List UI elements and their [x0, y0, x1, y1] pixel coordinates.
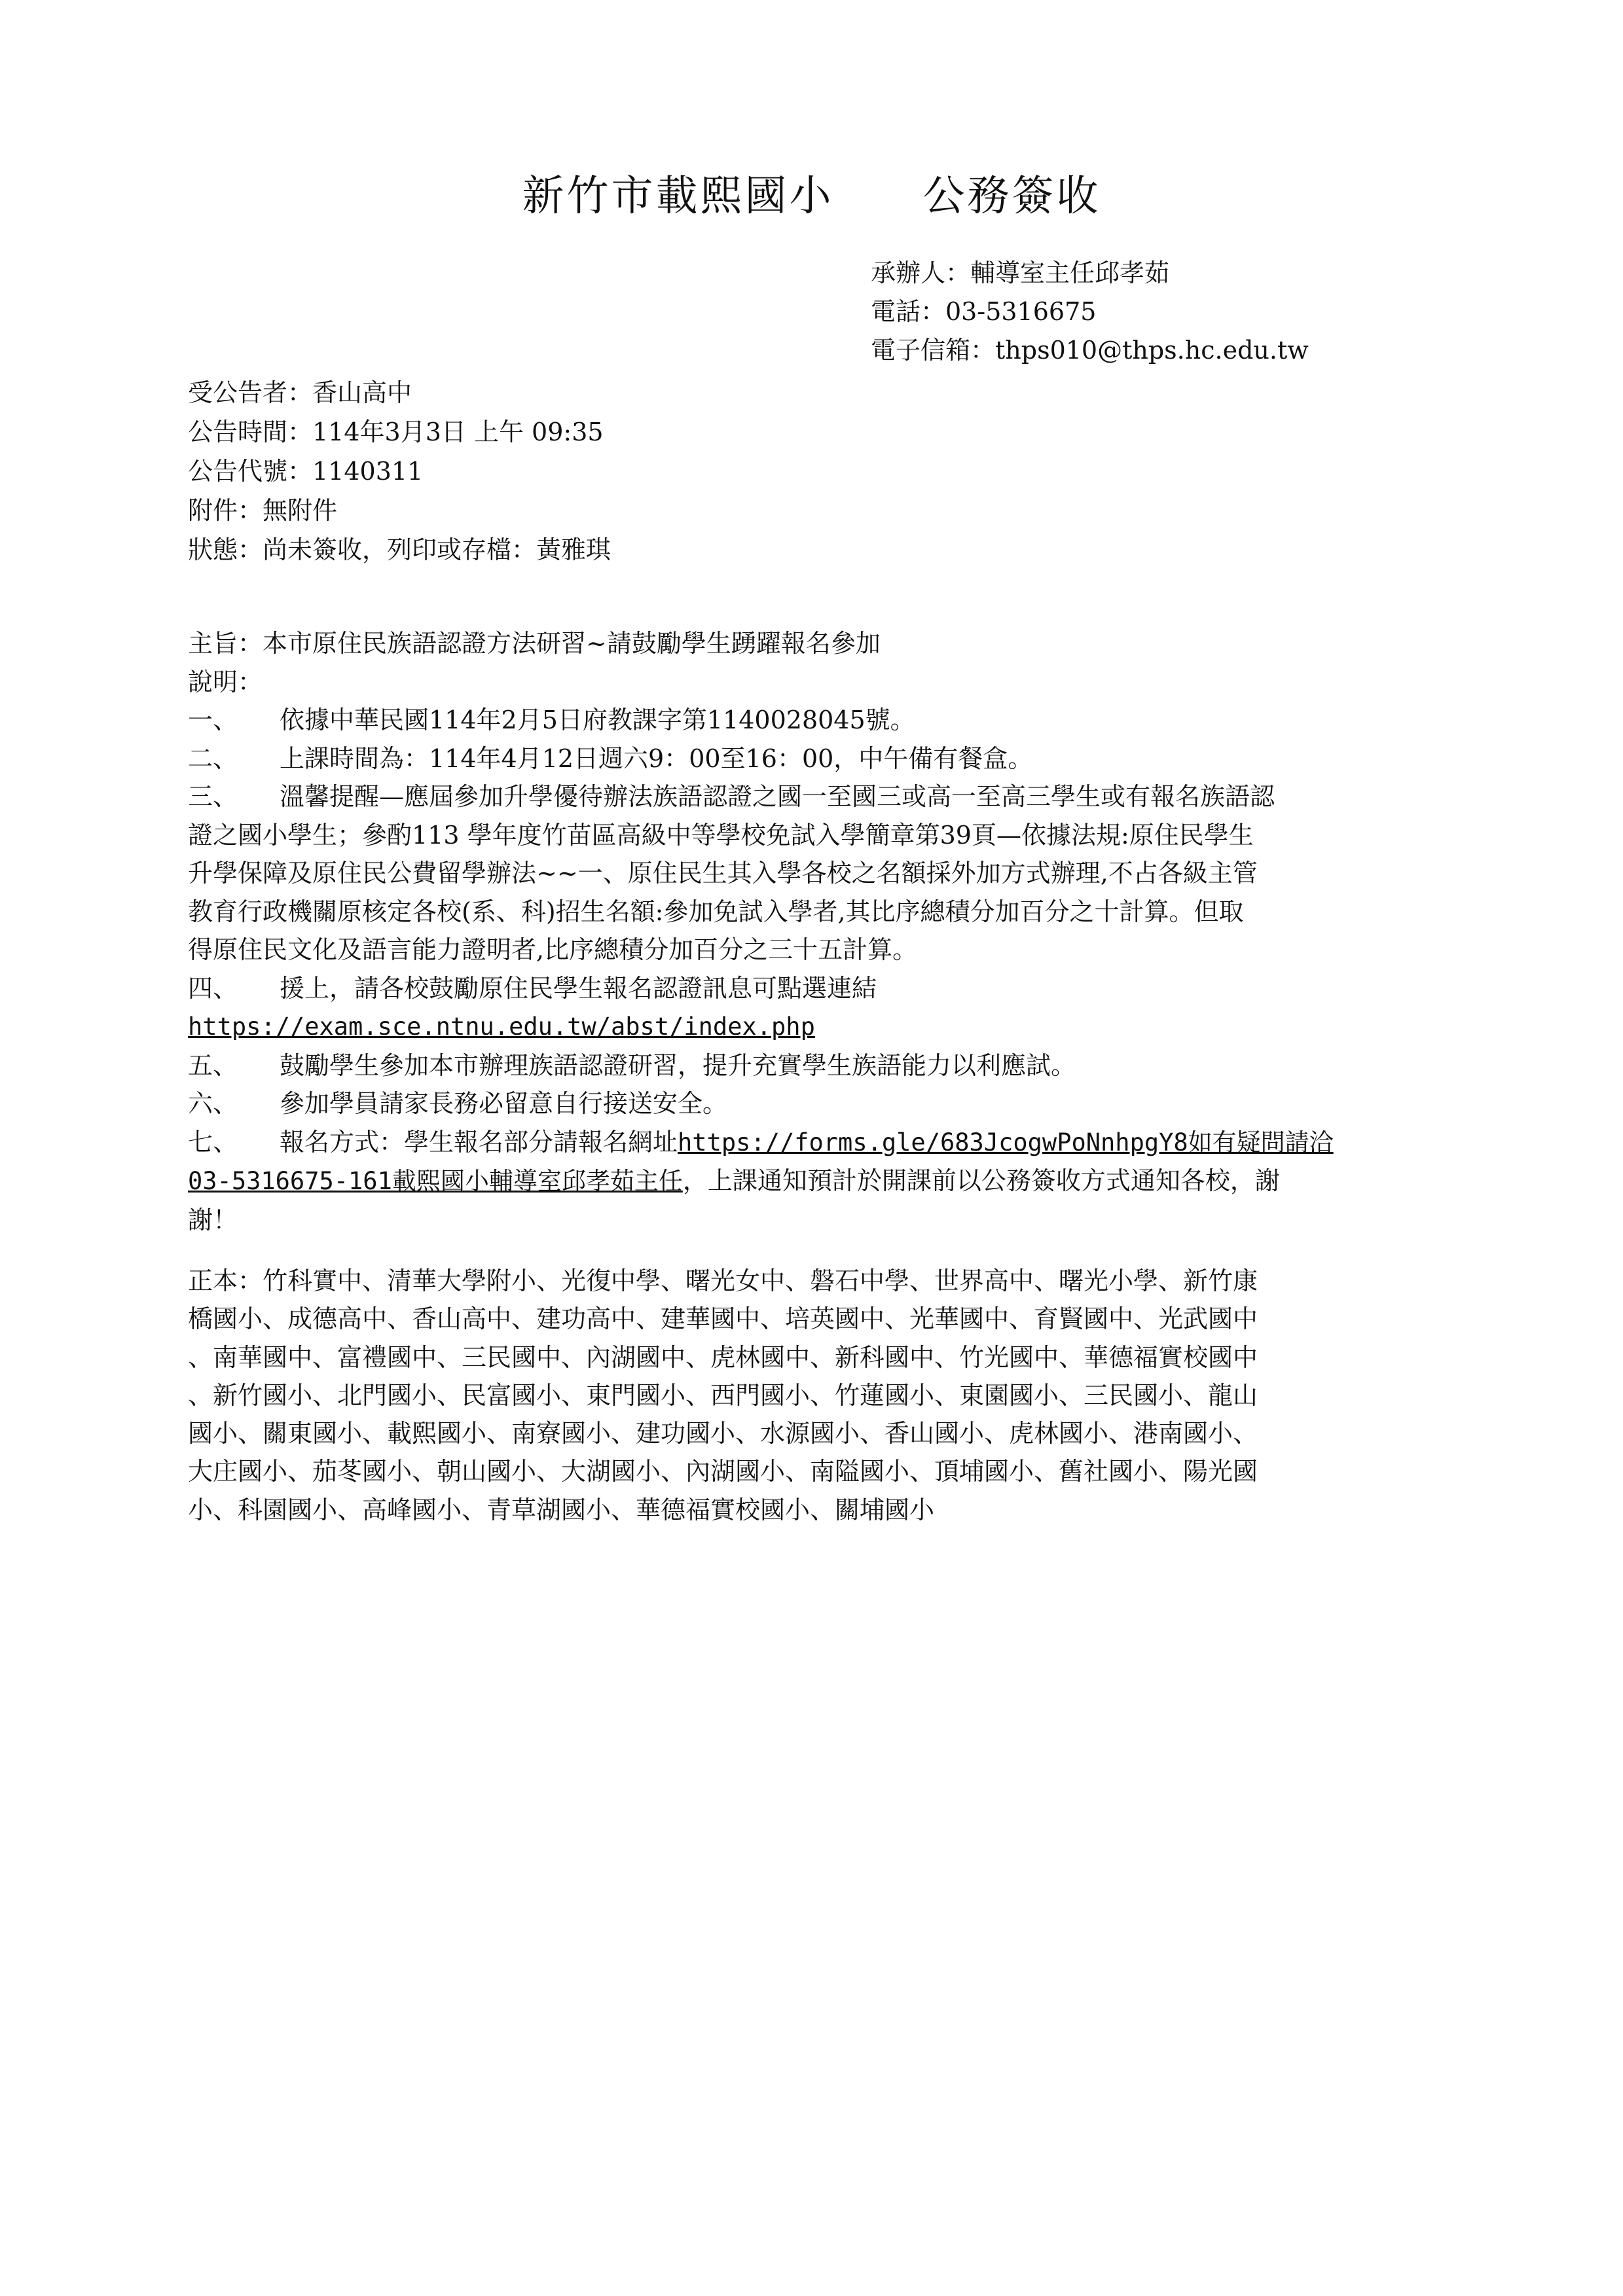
recipients-line: 國小、關東國小、載熙國小、南寮國小、建功國小、水源國小、香山國小、虎林國小、港南國小、 [188, 1419, 1258, 1448]
item-text: ，上課通知預計於開課前以公務簽收方式通知各校，謝 [682, 1166, 1280, 1195]
list-item [188, 778, 1537, 969]
list-item [188, 1085, 1537, 1123]
attachment-line: 附件：無附件 [188, 496, 338, 525]
item-text: 報名方式：學生報名部分請報名網址 [280, 1127, 678, 1157]
recipient-line: 受公告者：香山高中 [188, 378, 412, 407]
contact-phone-link[interactable]: 03-5316675-161載熙國小輔導室邱孝茹主任 [188, 1167, 683, 1195]
explanation-label: 說明： [188, 667, 263, 696]
recipients-line: 、南華國中、富禮國中、三民國中、內湖國中、虎林國中、新科國中、竹光國中、華德福實校國中 [188, 1342, 1258, 1372]
recipients-line: 、新竹國小、北門國小、民富國小、東門國小、西門國小、竹蓮國小、東園國小、三民國小、龍山 [188, 1380, 1258, 1410]
contact-block [871, 254, 1309, 370]
registration-form-link[interactable]: https://forms.gle/683JcogwPoNnhpgY8如有疑問請洽 [678, 1128, 1334, 1157]
item-text: 依據中華民國114年2月5日府教課字第1140028045號。 [280, 706, 915, 734]
list-item [188, 1123, 1537, 1240]
notice-body [188, 624, 1537, 1239]
recipients-line: 橋國小、成德高中、香山高中、建功高中、建華國中、培英國中、光華國中、育賢國中、光武國中 [188, 1304, 1258, 1334]
list-item [188, 701, 1537, 740]
recipients-line: 大庄國小、茄苳國小、朝山國小、大湖國小、內湖國小、南隘國小、頂埔國小、舊社國小、陽光國 [188, 1457, 1258, 1486]
recipients-line: 小、科園國小、高峰國小、青草湖國小、華德福實校國小、關埔國小 [188, 1495, 935, 1524]
item-text: 教育行政機關原核定各校(系、科)招生名額:參加免試入學者,其比序總積分加百分之十計算。但取 [188, 897, 1244, 926]
item-number: 五、 [188, 1050, 238, 1080]
notice-meta [188, 373, 611, 569]
item-number: 一、 [188, 706, 238, 734]
notice-time-line: 公告時間：114年3月3日 上午 09:35 [188, 418, 604, 446]
item-text: 參加學員請家長務必留意自行接送安全。 [280, 1089, 728, 1118]
item-text: 升學保障及原住民公費留學辦法~~一、原住民生其入學各校之名額採外加方式辦理,不占各級主管 [188, 859, 1258, 888]
item-text: 溫馨提醒—應屆參加升學優待辦法族語認證之國一至國三或高一至高三學生或有報名族語認 [280, 782, 1275, 811]
item-number: 四、 [188, 973, 238, 1003]
list-item [188, 740, 1537, 778]
list-item [188, 1047, 1537, 1085]
handler-line: 承辦人：輔導室主任邱孝茹 [871, 259, 1170, 287]
document-title: 新竹市載熙國小 公務簽收 [522, 172, 1101, 221]
item-text: 鼓勵學生參加本市辦理族語認證研習，提升充實學生族語能力以利應試。 [280, 1050, 1076, 1080]
recipients-block [188, 1262, 1537, 1529]
item-text: 得原住民文化及語言能力證明者,比序總積分加百分之三十五計算。 [188, 935, 918, 964]
list-item [188, 969, 1537, 1047]
subject-line: 主旨：本市原住民族語認證方法研習~請鼓勵學生踴躍報名參加 [188, 629, 881, 658]
email-line: 電子信箱：thps010@thps.hc.edu.tw [871, 336, 1309, 365]
notice-code-line: 公告代號：1140311 [188, 457, 424, 486]
item-number: 三、 [188, 782, 238, 811]
phone-line: 電話：03-5316675 [871, 297, 1097, 326]
exam-link[interactable]: https://exam.sce.ntnu.edu.tw/abst/index.php [188, 1013, 815, 1041]
item-text: 援上，請各校鼓勵原住民學生報名認證訊息可點選連結 [280, 973, 877, 1003]
item-number: 二、 [188, 744, 238, 773]
status-line: 狀態：尚未簽收，列印或存檔：黃雅琪 [188, 535, 611, 564]
item-number: 六、 [188, 1089, 238, 1118]
recipients-line: 正本：竹科實中、清華大學附小、光復中學、曙光女中、磐石中學、世界高中、曙光小學、新竹康 [188, 1266, 1258, 1295]
item-text: 證之國小學生；參酌113 學年度竹苗區高級中等學校免試入學簡章第39頁—依據法規:原住民學生 [188, 820, 1254, 850]
item-number: 七、 [188, 1127, 238, 1157]
item-text: 上課時間為：114年4月12日週六9：00至16：00，中午備有餐盒。 [280, 744, 1033, 773]
item-text: 謝！ [188, 1205, 238, 1234]
